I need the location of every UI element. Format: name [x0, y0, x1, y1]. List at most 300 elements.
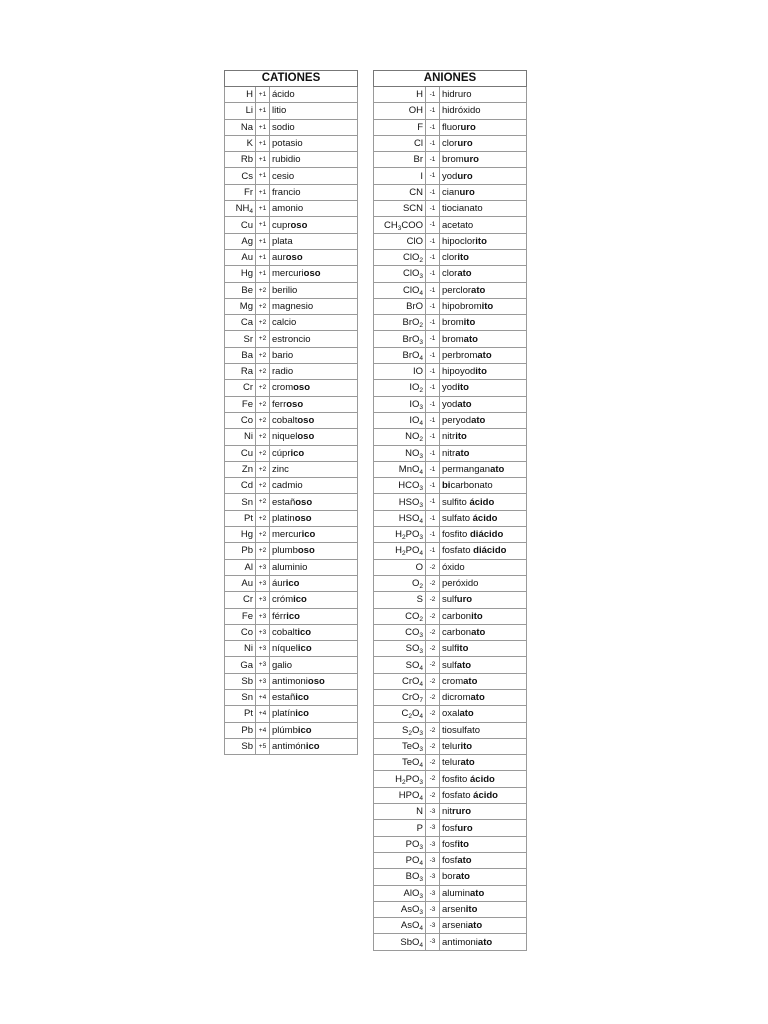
name-part: platin: [272, 512, 295, 524]
name-suffix-bold: ato: [460, 757, 475, 769]
anion-row: [374, 119, 527, 135]
ion-charge: -1: [426, 266, 440, 282]
cations-body: [225, 87, 358, 755]
cation-row: [225, 298, 358, 314]
name-part: galio: [272, 659, 293, 671]
ion-name: [440, 689, 527, 705]
formula-element: O: [411, 578, 420, 590]
formula-element: ClO: [406, 235, 423, 247]
cation-row: [225, 641, 358, 657]
ion-formula: [374, 543, 426, 559]
anion-row: [374, 689, 527, 705]
ion-formula: [374, 249, 426, 265]
name-part: fosf: [442, 822, 458, 834]
formula-subscript: 3: [419, 631, 423, 639]
anion-row: [374, 461, 527, 477]
ion-charge: -3: [426, 885, 440, 901]
name-part: mercuri: [272, 268, 304, 280]
ion-name: [270, 738, 358, 754]
anion-row: [374, 771, 527, 787]
name-suffix-bold: ato: [457, 268, 472, 280]
ion-name: [440, 152, 527, 168]
anion-row: [374, 412, 527, 428]
formula-subscript: 3: [419, 485, 423, 493]
name-suffix-bold: ácido: [470, 773, 495, 785]
ion-charge: +4: [256, 706, 270, 722]
name-part: plumb: [272, 545, 298, 557]
name-suffix-bold: oso: [297, 545, 315, 557]
formula-element: Fe: [241, 398, 253, 410]
name-suffix-bold: diácido: [473, 545, 507, 557]
name-part: nitr: [442, 431, 456, 443]
ion-charge: -2: [426, 722, 440, 738]
ion-charge: +1: [256, 87, 270, 103]
ion-formula: [374, 461, 426, 477]
ion-charge: +2: [256, 478, 270, 494]
ion-formula: [374, 364, 426, 380]
ion-formula: [225, 657, 256, 673]
ion-formula: [374, 217, 426, 233]
formula-subscript: 4: [419, 420, 423, 428]
ion-formula: [225, 233, 256, 249]
ion-charge: +1: [256, 201, 270, 217]
formula-subscript: 2: [419, 322, 423, 330]
name-part: aluminio: [272, 561, 308, 573]
ion-charge: +4: [256, 689, 270, 705]
formula-element: Li: [245, 105, 253, 117]
anion-row: [374, 168, 527, 184]
ion-name: [440, 592, 527, 608]
ion-formula: [225, 445, 256, 461]
ion-charge: -2: [426, 608, 440, 624]
cation-row: [225, 233, 358, 249]
ion-charge: -1: [426, 347, 440, 363]
ion-charge: +3: [256, 575, 270, 591]
ion-formula: [374, 347, 426, 363]
formula-element: Fr: [244, 186, 253, 198]
name-part: carbon: [442, 610, 472, 622]
name-part: clor: [442, 268, 458, 280]
anion-row: [374, 266, 527, 282]
cation-row: [225, 657, 358, 673]
name-part: francio: [272, 186, 301, 198]
anion-row: [374, 755, 527, 771]
cation-row: [225, 689, 358, 705]
formula-element: TeO: [401, 757, 420, 769]
name-suffix-bold: ato: [471, 284, 486, 296]
formula-element: C: [401, 708, 409, 720]
ion-name: [440, 266, 527, 282]
name-suffix-bold: diácido: [470, 529, 504, 541]
ion-name: [440, 738, 527, 754]
ion-formula: [374, 787, 426, 803]
formula-subscript: 2: [408, 713, 412, 721]
cation-row: [225, 103, 358, 119]
formula-subscript: 3: [419, 729, 423, 737]
formula-element: IO: [409, 415, 420, 427]
anion-row: [374, 201, 527, 217]
cation-row: [225, 575, 358, 591]
name-suffix-bold: uro: [456, 594, 473, 606]
anion-row: [374, 396, 527, 412]
ion-formula: [374, 738, 426, 754]
ion-name: [270, 722, 358, 738]
formula-element: PO: [405, 773, 420, 785]
name-part: fosfato: [442, 545, 474, 557]
formula-element: Au: [241, 578, 253, 590]
ion-formula: [374, 852, 426, 868]
anion-row: [374, 298, 527, 314]
name-part: nitr: [442, 447, 456, 459]
formula-element: Sn: [241, 496, 253, 508]
ion-name: [440, 217, 527, 233]
ion-formula: [225, 689, 256, 705]
formula-element: Sb: [241, 675, 253, 687]
ion-charge: +3: [256, 624, 270, 640]
name-part: arsen: [442, 903, 466, 915]
ion-charge: -2: [426, 689, 440, 705]
ion-formula: [374, 771, 426, 787]
name-part: fosf: [442, 838, 458, 850]
ion-formula: [225, 201, 256, 217]
formula-element: AlO: [403, 887, 420, 899]
formula-element: BrO: [402, 317, 420, 329]
ion-charge: +3: [256, 641, 270, 657]
name-part: rubidio: [272, 154, 301, 166]
name-part: permangan: [442, 463, 491, 475]
ion-formula: [374, 869, 426, 885]
formula-subscript: 4: [419, 354, 423, 362]
name-suffix-bold: ito: [455, 431, 467, 443]
ion-formula: [374, 135, 426, 151]
name-suffix-bold: oso: [286, 398, 304, 410]
ion-charge: -2: [426, 787, 440, 803]
ion-charge: -3: [426, 804, 440, 820]
formula-subscript: 3: [419, 843, 423, 851]
ion-name: [440, 787, 527, 803]
formula-subscript: 3: [419, 501, 423, 509]
ion-formula: [374, 608, 426, 624]
ion-formula: [225, 103, 256, 119]
anion-row: [374, 364, 527, 380]
cation-row: [225, 494, 358, 510]
ion-name: [440, 641, 527, 657]
formula-element: Cl: [414, 138, 423, 150]
ion-charge: +1: [256, 233, 270, 249]
anion-row: [374, 527, 527, 543]
ion-formula: [225, 412, 256, 428]
ion-charge: -1: [426, 135, 440, 151]
ion-formula: [225, 429, 256, 445]
name-part: amonio: [272, 203, 304, 215]
ion-charge: -1: [426, 249, 440, 265]
cation-row: [225, 201, 358, 217]
ion-formula: [374, 429, 426, 445]
ion-charge: -2: [426, 559, 440, 575]
formula-element: Zn: [241, 463, 253, 475]
ion-formula: [374, 836, 426, 852]
ion-name: [440, 103, 527, 119]
ion-charge: +2: [256, 510, 270, 526]
ion-name: [270, 608, 358, 624]
ion-charge: +2: [256, 429, 270, 445]
ion-formula: [374, 657, 426, 673]
name-part: oxal: [442, 708, 460, 720]
ion-name: [440, 135, 527, 151]
name-part: niquel: [272, 431, 298, 443]
cation-row: [225, 266, 358, 282]
name-part: crom: [442, 675, 464, 687]
name-suffix-bold: oso: [294, 512, 312, 524]
cation-row: [225, 543, 358, 559]
anion-row: [374, 347, 527, 363]
ion-name: [440, 347, 527, 363]
ion-charge: -1: [426, 298, 440, 314]
formula-subscript: 3: [419, 778, 423, 786]
ion-formula: [374, 673, 426, 689]
formula-element: Rb: [240, 154, 253, 166]
formula-element: CH: [384, 219, 398, 231]
anion-row: [374, 380, 527, 396]
ion-formula: [374, 412, 426, 428]
formula-subscript: 4: [419, 680, 423, 688]
formula-element: K: [246, 138, 253, 150]
name-suffix-bold: oso: [285, 252, 303, 264]
formula-element: TeO: [401, 741, 420, 753]
name-suffix-bold: ato: [459, 708, 474, 720]
formula-element: Al: [244, 561, 253, 573]
anion-row: [374, 820, 527, 836]
name-suffix-bold: ato: [471, 626, 486, 638]
name-suffix-bold: ito: [457, 252, 469, 264]
ion-name: [440, 771, 527, 787]
anion-row: [374, 641, 527, 657]
ion-formula: [374, 152, 426, 168]
formula-element: ClO: [403, 252, 420, 264]
ion-name: [440, 852, 527, 868]
formula-element: H: [395, 773, 403, 785]
ion-formula: [225, 119, 256, 135]
name-part: áur: [272, 578, 286, 590]
ion-name: [440, 429, 527, 445]
formula-element: Cr: [242, 382, 253, 394]
ion-formula: [374, 527, 426, 543]
ion-formula: [374, 592, 426, 608]
ion-name: [440, 412, 527, 428]
ion-formula: [225, 396, 256, 412]
formula-subscript: 3: [419, 534, 423, 542]
ion-name: [440, 755, 527, 771]
ion-name: [440, 87, 527, 103]
ion-formula: [225, 87, 256, 103]
ion-formula: [225, 559, 256, 575]
name-part: calcio: [272, 317, 297, 329]
cation-row: [225, 315, 358, 331]
name-suffix-bold: ito: [456, 643, 469, 655]
name-part: hipobrom: [442, 301, 482, 312]
ion-name: [270, 217, 358, 233]
name-part: sodio: [272, 121, 295, 133]
name-suffix-bold: ico: [297, 643, 312, 655]
ion-name: [270, 184, 358, 200]
formula-subscript: 7: [419, 697, 423, 705]
ion-charge: +4: [256, 722, 270, 738]
ion-charge: -2: [426, 592, 440, 608]
name-suffix-bold: uro: [457, 170, 473, 182]
anion-row: [374, 918, 527, 934]
ion-formula: [374, 266, 426, 282]
ion-formula: [374, 298, 426, 314]
name-suffix-bold: ato: [490, 463, 505, 475]
cation-row: [225, 396, 358, 412]
ion-charge: -2: [426, 771, 440, 787]
name-part: antimoni: [442, 936, 478, 948]
ion-charge: -1: [426, 87, 440, 103]
formula-subscript: 2: [419, 436, 423, 444]
formula-element: PO: [405, 838, 420, 850]
ion-charge: +3: [256, 559, 270, 575]
name-part: bor: [442, 871, 456, 883]
anion-row: [374, 559, 527, 575]
name-suffix-bold: ito: [471, 610, 483, 622]
name-part: cian: [442, 186, 460, 198]
cation-row: [225, 722, 358, 738]
ion-formula: [225, 527, 256, 543]
ion-name: [440, 673, 527, 689]
ion-formula: [374, 282, 426, 298]
ion-charge: -2: [426, 755, 440, 771]
ion-charge: -1: [426, 184, 440, 200]
name-part: perclor: [442, 284, 472, 296]
cations-header-row: [225, 71, 358, 87]
ion-formula: [374, 901, 426, 917]
ion-name: [440, 836, 527, 852]
ion-charge: +1: [256, 249, 270, 265]
formula-subscript: 3: [419, 876, 423, 884]
cations-title: CATIONES: [225, 71, 358, 87]
formula-element: CrO: [401, 692, 420, 704]
formula-subscript: 3: [419, 403, 423, 411]
ion-name: [270, 396, 358, 412]
ion-formula: [374, 103, 426, 119]
ion-formula: [225, 315, 256, 331]
formula-element: Ca: [240, 317, 253, 329]
ion-name: [270, 445, 358, 461]
formula-element: HSO: [398, 512, 420, 524]
name-part: hipoclor: [442, 235, 476, 247]
ion-charge: -1: [426, 478, 440, 494]
cation-row: [225, 738, 358, 754]
name-suffix-bold: oso: [293, 382, 311, 394]
ion-name: [270, 429, 358, 445]
ion-charge: +2: [256, 315, 270, 331]
ion-charge: -2: [426, 673, 440, 689]
name-part: peróxido: [442, 578, 479, 590]
name-suffix-bold: ácido: [473, 789, 498, 801]
ion-charge: -2: [426, 706, 440, 722]
name-suffix-bold: ico: [285, 578, 300, 590]
formula-element: Mg: [239, 301, 253, 312]
cation-row: [225, 559, 358, 575]
ion-charge: +3: [256, 608, 270, 624]
ion-name: [270, 689, 358, 705]
formula-element: H: [395, 545, 403, 557]
name-suffix-bold: ito: [465, 903, 478, 915]
name-part: yod: [442, 382, 458, 394]
ion-charge: -3: [426, 820, 440, 836]
cation-row: [225, 87, 358, 103]
ion-charge: +1: [256, 103, 270, 119]
formula-element: Co: [240, 626, 253, 638]
ion-formula: [374, 934, 426, 950]
formula-subscript: 4: [419, 794, 423, 802]
formula-subscript: 3: [419, 338, 423, 346]
formula-element: Pt: [244, 708, 253, 720]
cation-row: [225, 380, 358, 396]
ion-charge: -1: [426, 396, 440, 412]
name-suffix-bold: oso: [290, 219, 308, 231]
formula-element: IO: [409, 398, 420, 410]
ion-name: [270, 706, 358, 722]
formula-subscript: 2: [419, 583, 423, 591]
ion-name: [270, 331, 358, 347]
ion-formula: [225, 461, 256, 477]
ion-charge: -1: [426, 331, 440, 347]
ion-name: [270, 168, 358, 184]
anion-row: [374, 184, 527, 200]
ion-name: [270, 282, 358, 298]
ion-formula: [225, 184, 256, 200]
ion-charge: -3: [426, 934, 440, 950]
ion-charge: -1: [426, 315, 440, 331]
formula-element: ClO: [403, 268, 420, 280]
anion-row: [374, 592, 527, 608]
name-suffix-bold: ácido: [472, 512, 498, 524]
formula-element: O: [415, 561, 423, 573]
anion-row: [374, 722, 527, 738]
name-part: sulf: [442, 594, 457, 606]
name-part: estañ: [272, 496, 296, 508]
ion-formula: [374, 706, 426, 722]
anion-row: [374, 673, 527, 689]
ion-formula: [225, 543, 256, 559]
anion-row: [374, 315, 527, 331]
ion-formula: [225, 641, 256, 657]
name-part: óxido: [442, 561, 465, 573]
ion-name: [440, 869, 527, 885]
ion-formula: [225, 673, 256, 689]
formula-element: I: [420, 170, 423, 182]
name-suffix-bold: uro: [457, 138, 473, 150]
name-part: fosfito: [442, 529, 470, 541]
name-suffix-bold: ico: [297, 724, 312, 736]
ion-charge: -1: [426, 103, 440, 119]
name-part: tiosulfato: [442, 724, 481, 736]
anion-row: [374, 543, 527, 559]
ion-charge: -2: [426, 738, 440, 754]
ion-charge: -3: [426, 836, 440, 852]
ion-charge: +2: [256, 494, 270, 510]
anion-row: [374, 331, 527, 347]
ion-formula: [374, 641, 426, 657]
ion-charge: +2: [256, 331, 270, 347]
ion-charge: -1: [426, 152, 440, 168]
name-suffix-bold: bi: [442, 480, 451, 492]
ion-name: [440, 364, 527, 380]
name-part: brom: [442, 333, 464, 345]
ion-formula: [225, 152, 256, 168]
ion-formula: [374, 87, 426, 103]
